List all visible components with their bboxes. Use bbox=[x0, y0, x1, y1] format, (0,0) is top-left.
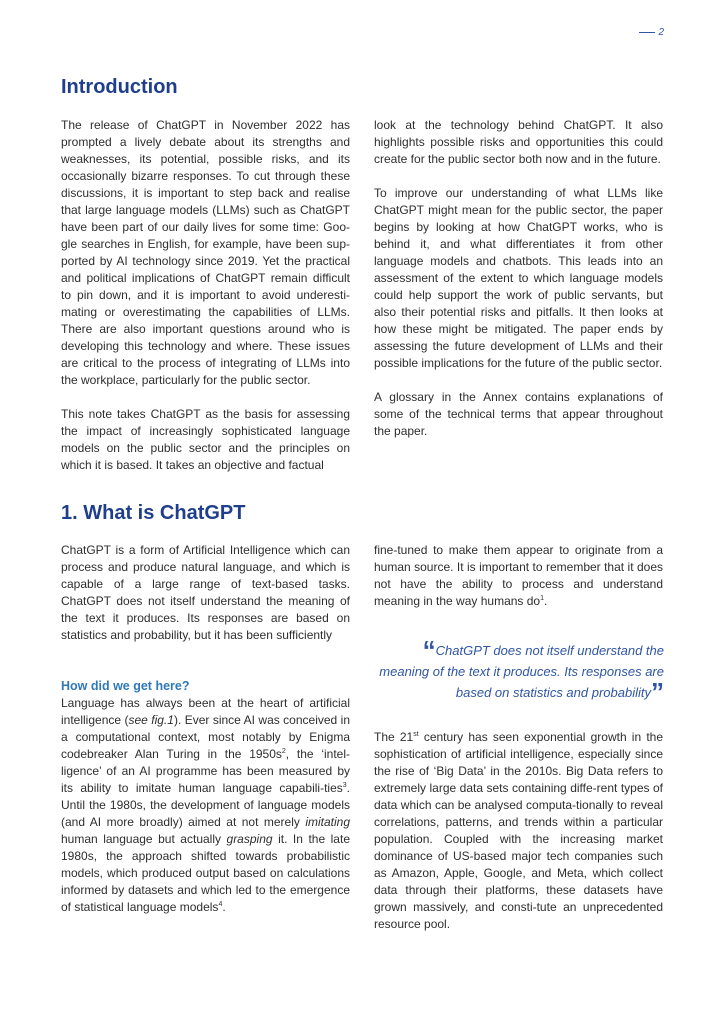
introduction-heading: Introduction bbox=[61, 76, 178, 98]
intro-paragraph: A glossary in the Annex contains explanations of some of the technical terms that appear throughout the paper. bbox=[374, 390, 663, 438]
intro-paragraph: The release of ChatGPT in November 2022 has prompted a lively debate about its strengths and weaknesses, its potential, possible risks, and its occasionally bizarre responses. To cut through these discussions, it is important to step back and realise that large language models (LLMs) such as ChatGPT have been part of our daily lives for some time: Goo-gle searches in English, for example, have been sup-ported by AI technology since 2019. Yet the practical and political implications of ChatGPT remain difficult to pin down, and it is important to avoid underesti-mating or overestimating the capabilities of LLMs. There are also important questions around who is developing this technology and where. These issues are critical to the process of integrating of LLMs into the workplace, particularly for the public sector. bbox=[61, 118, 350, 387]
figure-reference: see fig.1 bbox=[128, 713, 174, 727]
intro-left-column bbox=[61, 117, 350, 474]
page-number bbox=[639, 27, 664, 38]
intro-paragraph: This note takes ChatGPT as the basis for assessing the impact of increasingly sophisticated language models on the public sector and the principles on which it is based. It takes an objective and factual bbox=[61, 407, 350, 472]
footnote-marker: 3 bbox=[342, 782, 347, 789]
open-quote-mark: “ bbox=[422, 635, 436, 665]
intro-right-column bbox=[374, 117, 663, 440]
section1-paragraph: fine-tuned to make them appear to originate from a human source. It is important to remember that it does not have the ability to process and understand meaning in the way humans $do^1$. bbox=[374, 543, 663, 608]
close-quote-mark: ” bbox=[651, 677, 664, 707]
page-number-value: 2 bbox=[658, 27, 664, 38]
page-number-dash bbox=[639, 32, 655, 33]
footnote-marker: 2 bbox=[281, 748, 286, 755]
century-column bbox=[374, 729, 663, 933]
intro-paragraph: To improve our understanding of what LLMs like ChatGPT might mean for the public sector, the paper begins by looking at how ChatGPT works, who is behind it, and what differentiates it from other language models and chatbots. This leads into an assessment of the extent to which language models could help support the work of public servants, but also their potential risks and pitfalls. It then looks at how these might be mitigated. The paper ends by assessing the future development of LLMs and their possible implications for the future of the public sector. bbox=[374, 186, 663, 370]
subheading-how-did-we-get-here: How did we get here? bbox=[61, 679, 190, 693]
pull-quote-text: ChatGPT does not itself understand the meaning of the text it produces. Its responses are based on statistics and probability bbox=[379, 643, 664, 700]
section1-left-column bbox=[61, 542, 350, 916]
history-paragraph: Language has always been at the heart of artificial intelligence (see fig.1). Ever since AI was conceived in a computational context, most notably by Enigma codebreaker Alan Turing in the $1950s^2$, the ‘intel-ligence’ of an AI programme has been measured by its ability to imitate human language capabili-ties$^3$. Until the 1980s, the development of language models (and AI more broadly) aimed at not merely imitating human language but actually grasping it. In the late 1980s, the approach shifted towards probabilistic models, which produced output based on calculations informed by datasets and which led to the emergence of statistical language models$^4$. bbox=[61, 696, 350, 914]
pull-quote bbox=[374, 635, 664, 707]
century-paragraph: The 21st century has seen exponential growth in the sophistication of artificial intelligence, especially since the rise of ‘Big Data’ in the 2010s. Big Data refers to extremely large data sets containing diffe-rent types of data which can be analysed computa-tionally to reveal correlations, patterns, and trends within a particular population. Coupled with the increasing market dominance of US-based major tech companies such as Amazon, Apple, Google, and Meta, which collect data through their platforms, these datasets have grown massively, and consti-tute an unprecedented resource pool. bbox=[374, 730, 664, 931]
section1-right-column bbox=[374, 542, 663, 610]
section1-paragraph: ChatGPT is a form of Artificial Intelligence which can process and produce natural language, and which is capable of a large range of text-based tasks. ChatGPT does not itself understand the meaning of the text it produces. Its responses are based on statistics and probability, but it has been sufficiently bbox=[61, 543, 350, 642]
intro-paragraph: look at the technology behind ChatGPT. It also highlights possible risks and opportunities this could create for the public sector both now and in the future. bbox=[374, 118, 663, 166]
ordinal-suffix: st bbox=[413, 731, 419, 738]
section-1-heading: 1. What is ChatGPT bbox=[61, 502, 246, 524]
footnote-marker: 4 bbox=[218, 901, 223, 908]
footnote-marker: 1 bbox=[540, 595, 545, 602]
